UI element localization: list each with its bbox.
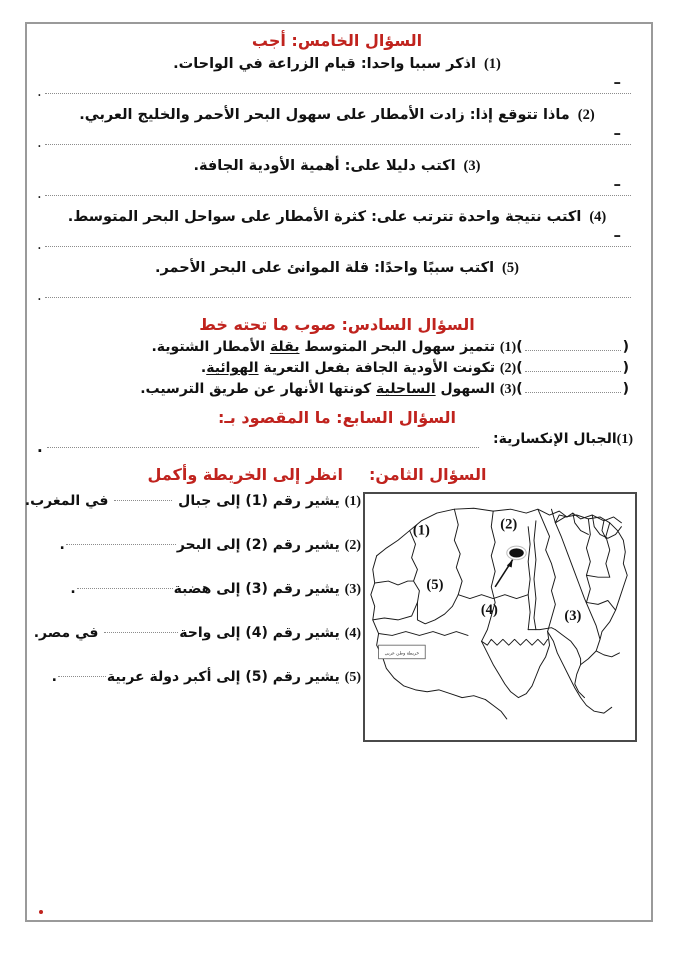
- answer-end-dot: .: [37, 184, 42, 202]
- question8-item-4-after: في مصر.: [33, 625, 104, 641]
- open-paren: (: [622, 381, 629, 397]
- question6-item-2-number: (2): [499, 361, 517, 376]
- question7-item-1[interactable]: [35, 429, 639, 459]
- question8-item-3-number: (3): [344, 582, 361, 597]
- question7-item-1-text: [493, 431, 633, 448]
- answer-dotted-rule: [525, 350, 621, 351]
- question6-item-2: [35, 357, 639, 378]
- answer-end-dot: .: [37, 133, 42, 151]
- question7-heading: السؤال السابع: ما المقصود بـ:: [217, 408, 457, 427]
- answer-dotted-rule: [114, 500, 172, 501]
- question6-item-1-text: [151, 339, 516, 356]
- question5-answer-line-1[interactable]: [35, 73, 639, 103]
- question6-item-2-underlined: الهوائية: [206, 360, 259, 376]
- question6-item-3-before: السهول: [435, 381, 500, 397]
- open-paren: (: [622, 360, 629, 376]
- answer-dotted-rule: [77, 588, 173, 589]
- answer-dotted-rule: [58, 676, 106, 677]
- question5-item-2: [35, 103, 639, 124]
- question6-answer-box-3[interactable]: [516, 381, 629, 397]
- question5-item-2-number: (2): [577, 107, 595, 123]
- map-marker-4: (4): [480, 602, 498, 619]
- question5-item-3-number: (3): [463, 158, 481, 174]
- question6-answer-box-1[interactable]: [516, 339, 629, 355]
- question5-answer-line-3[interactable]: [35, 175, 639, 205]
- answer-dotted-rule: [525, 392, 621, 393]
- question6-item-3-after: كونتها الأنهار عن طريق الترسيب.: [140, 381, 377, 397]
- map-marker-5: (5): [426, 576, 444, 593]
- question8-item-3-before: يشير رقم (3) إلى هضبة: [173, 581, 345, 597]
- question5-item-5: [35, 256, 639, 277]
- open-paren: (: [622, 339, 629, 355]
- question6-answer-box-2[interactable]: [516, 360, 629, 376]
- question6-item-1: [35, 336, 639, 357]
- question8-item-4-before: يشير رقم (4) إلى واحة: [179, 625, 345, 641]
- close-paren: ): [516, 339, 523, 355]
- answer-dotted-rule: [45, 144, 631, 145]
- question6-item-1-underlined: بقلة: [269, 339, 300, 355]
- question5-item-5-number: (5): [502, 260, 519, 276]
- worksheet-content: [25, 22, 653, 922]
- question5-item-4-number: (4): [589, 209, 607, 225]
- close-paren: ): [516, 381, 523, 397]
- question6-item-3-underlined: الساحلية: [376, 381, 436, 397]
- answer-dash: –: [613, 124, 621, 142]
- question8-heading: [35, 459, 639, 486]
- question8-item-2[interactable]: [35, 538, 363, 582]
- question5-item-3-text: اكتب دليلا على: أهمية الأودية الجافة.: [193, 158, 456, 174]
- question8-item-1-before: يشير رقم (1) إلى جبال: [173, 493, 345, 509]
- question6-item-3: [35, 378, 639, 399]
- question6-item-1-number: (1): [499, 340, 517, 355]
- question5-answer-line-2[interactable]: [35, 124, 639, 154]
- answer-end-dot: .: [37, 286, 42, 304]
- answer-dash: –: [613, 175, 621, 193]
- answer-dash: –: [613, 226, 621, 244]
- question5-answer-line-5[interactable]: [35, 277, 639, 307]
- page-end-marker: [39, 910, 43, 914]
- answer-dotted-rule: [45, 93, 631, 94]
- map-marker-2: (2): [500, 516, 518, 533]
- question8-item-1-after: في المغرب.: [24, 493, 114, 509]
- question5-heading: السؤال الخامس: أجب: [251, 31, 423, 50]
- question8-item-3[interactable]: [35, 582, 363, 626]
- question5-item-1-text: اذكر سببا واحدا: قيام الزراعة في الواحات.: [173, 56, 476, 72]
- question6-item-2-after: .: [200, 360, 207, 376]
- arab-world-map: [363, 492, 637, 742]
- question6-heading: السؤال السادس: صوب ما تحته خط: [199, 315, 475, 334]
- question8-item-5-before: يشير رقم (5) إلى أكبر دولة عربية: [106, 669, 345, 685]
- question5-item-5-text: اكتب سببًا واحدًا: قلة الموانئ على البحر الأحمر.: [155, 260, 495, 276]
- question6-item-1-after: الأمطار الشتوية.: [151, 339, 270, 355]
- answer-dotted-rule: [66, 544, 176, 545]
- close-paren: ): [516, 360, 523, 376]
- question8-item-4[interactable]: [35, 626, 363, 670]
- question5-item-1: [35, 52, 639, 73]
- question5-item-4: [35, 205, 639, 226]
- question8-list: [24, 492, 363, 714]
- answer-dotted-rule: [45, 195, 631, 196]
- answer-dotted-rule: [45, 246, 631, 247]
- question6-item-2-text: [201, 360, 516, 377]
- answer-end-dot: .: [37, 82, 42, 100]
- question7-item-1-number: (1): [616, 432, 633, 447]
- question8-item-5-enddot: .: [51, 669, 57, 685]
- oasis-marker-icon: [510, 549, 524, 557]
- question8-area: [24, 486, 639, 742]
- map-legend-caption: خريطة وطن عربي: [384, 651, 420, 657]
- question8-item-2-number: (2): [344, 538, 361, 553]
- question7-item-1-label: الجبال الإنكسارية:: [492, 431, 617, 447]
- answer-end-dot: .: [37, 438, 43, 456]
- question5-item-3: [35, 154, 639, 175]
- question6-item-1-before: تتميز سهول البحر المتوسط: [299, 339, 500, 355]
- question8-heading-label: السؤال الثامن:: [368, 465, 487, 484]
- answer-dotted-rule: [525, 371, 621, 372]
- question5-item-1-number: (1): [483, 56, 501, 72]
- question8-item-1-number: (1): [344, 494, 361, 509]
- question8-item-2-enddot: .: [59, 537, 65, 553]
- question5-item-2-text: ماذا تتوقع إذا: زادت الأمطار على سهول البحر الأحمر والخليج العربي.: [79, 107, 570, 123]
- question5-answer-line-4[interactable]: [35, 226, 639, 256]
- answer-dash: –: [613, 73, 621, 91]
- answer-dotted-rule: [47, 447, 479, 448]
- question8-item-5-number: (5): [344, 670, 361, 685]
- map-legend: [379, 645, 426, 659]
- question8-item-1[interactable]: [24, 493, 363, 538]
- question8-item-5[interactable]: [35, 670, 363, 714]
- question6-item-3-text: [140, 381, 516, 398]
- answer-dotted-rule: [45, 297, 631, 298]
- question5-item-4-text: اكتب نتيجة واحدة تترتب على: كثرة الأمطار على سواحل البحر المتوسط.: [67, 209, 582, 225]
- map-marker-3: (3): [564, 607, 582, 624]
- question6-item-3-number: (3): [499, 382, 517, 397]
- question8-item-3-enddot: .: [70, 581, 76, 597]
- oasis-pointer-arrow: [495, 560, 512, 587]
- answer-end-dot: .: [37, 235, 42, 253]
- question8-item-2-before: يشير رقم (2) إلى البحر: [176, 537, 345, 553]
- question8-heading-instruction: انظر إلى الخريطة وأكمل: [147, 465, 343, 484]
- answer-dotted-rule: [104, 632, 178, 633]
- question8-item-4-number: (4): [344, 626, 361, 641]
- question6-item-2-before: تكونت الأودية الجافة بفعل التعرية: [258, 360, 500, 376]
- map-marker-1: (1): [412, 522, 430, 539]
